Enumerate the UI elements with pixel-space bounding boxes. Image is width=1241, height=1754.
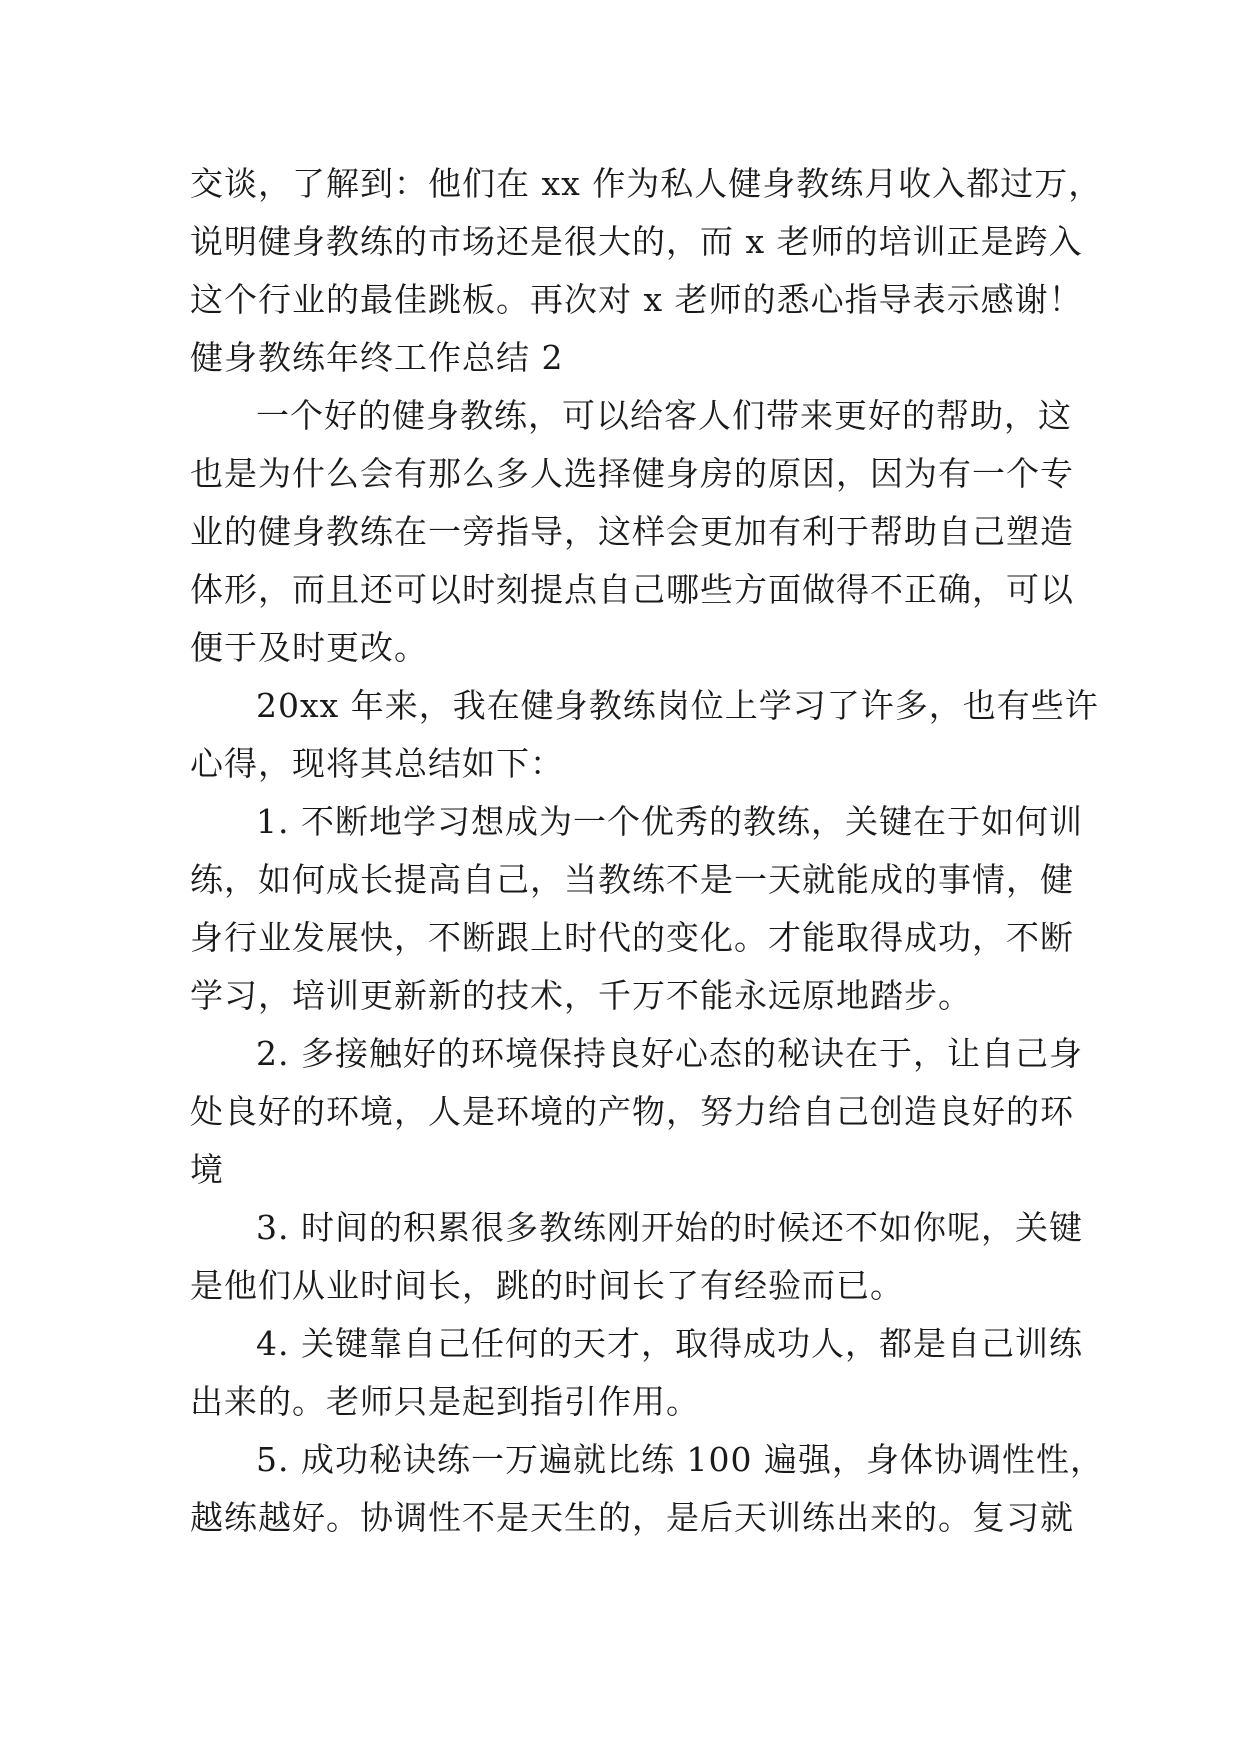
text-line: 5. 成功秘诀练一万遍就比练 100 遍强，身体协调性性， bbox=[256, 1440, 1104, 1479]
text-line: 这个行业的最佳跳板。再次对 x 老师的悉心指导表示感谢！ bbox=[190, 280, 1083, 319]
text-line: 交谈，了解到：他们在 xx 作为私人健身教练月收入都过万， bbox=[190, 164, 1103, 203]
text-line: 2. 多接触好的环境保持良好心态的秘诀在于，让自己身 bbox=[256, 1034, 1083, 1073]
text-line: 说明健身教练的市场还是很大的，而 x 老师的培训正是跨入 bbox=[190, 222, 1083, 261]
text-line: 越练越好。协调性不是天生的，是后天训练出来的。复习就 bbox=[190, 1498, 1074, 1537]
text-line: 1. 不断地学习想成为一个优秀的教练，关键在于如何训 bbox=[256, 802, 1083, 841]
text-line: 练，如何成长提高自己，当教练不是一天就能成的事情，健 bbox=[190, 860, 1074, 899]
text-line: 学习，培训更新新的技术，千万不能永远原地踏步。 bbox=[190, 976, 972, 1015]
text-line: 身行业发展快，不断跟上时代的变化。才能取得成功，不断 bbox=[190, 918, 1074, 957]
text-line: 4. 关键靠自己任何的天才，取得成功人，都是自己训练 bbox=[256, 1324, 1083, 1363]
text-line: 出来的。老师只是起到指引作用。 bbox=[190, 1382, 700, 1421]
text-line: 20xx 年来，我在健身教练岗位上学习了许多，也有些许 bbox=[256, 686, 1099, 725]
section-heading: 健身教练年终工作总结 2 bbox=[190, 338, 564, 377]
text-line: 心得，现将其总结如下： bbox=[190, 744, 564, 783]
text-line: 便于及时更改。 bbox=[190, 628, 428, 667]
text-line: 体形，而且还可以时刻提点自己哪些方面做得不正确，可以 bbox=[190, 570, 1074, 609]
text-line: 处良好的环境，人是环境的产物，努力给自己创造良好的环 bbox=[190, 1092, 1074, 1131]
document-page bbox=[190, 155, 1104, 1547]
text-line: 也是为什么会有那么多人选择健身房的原因，因为有一个专 bbox=[190, 454, 1074, 493]
text-line: 一个好的健身教练，可以给客人们带来更好的帮助，这 bbox=[256, 396, 1072, 435]
text-line: 3. 时间的积累很多教练刚开始的时候还不如你呢，关键 bbox=[256, 1208, 1083, 1247]
text-line: 是他们从业时间长，跳的时间长了有经验而已。 bbox=[190, 1266, 904, 1305]
text-line: 境 bbox=[190, 1150, 224, 1189]
text-line: 业的健身教练在一旁指导，这样会更加有利于帮助自己塑造 bbox=[190, 512, 1074, 551]
